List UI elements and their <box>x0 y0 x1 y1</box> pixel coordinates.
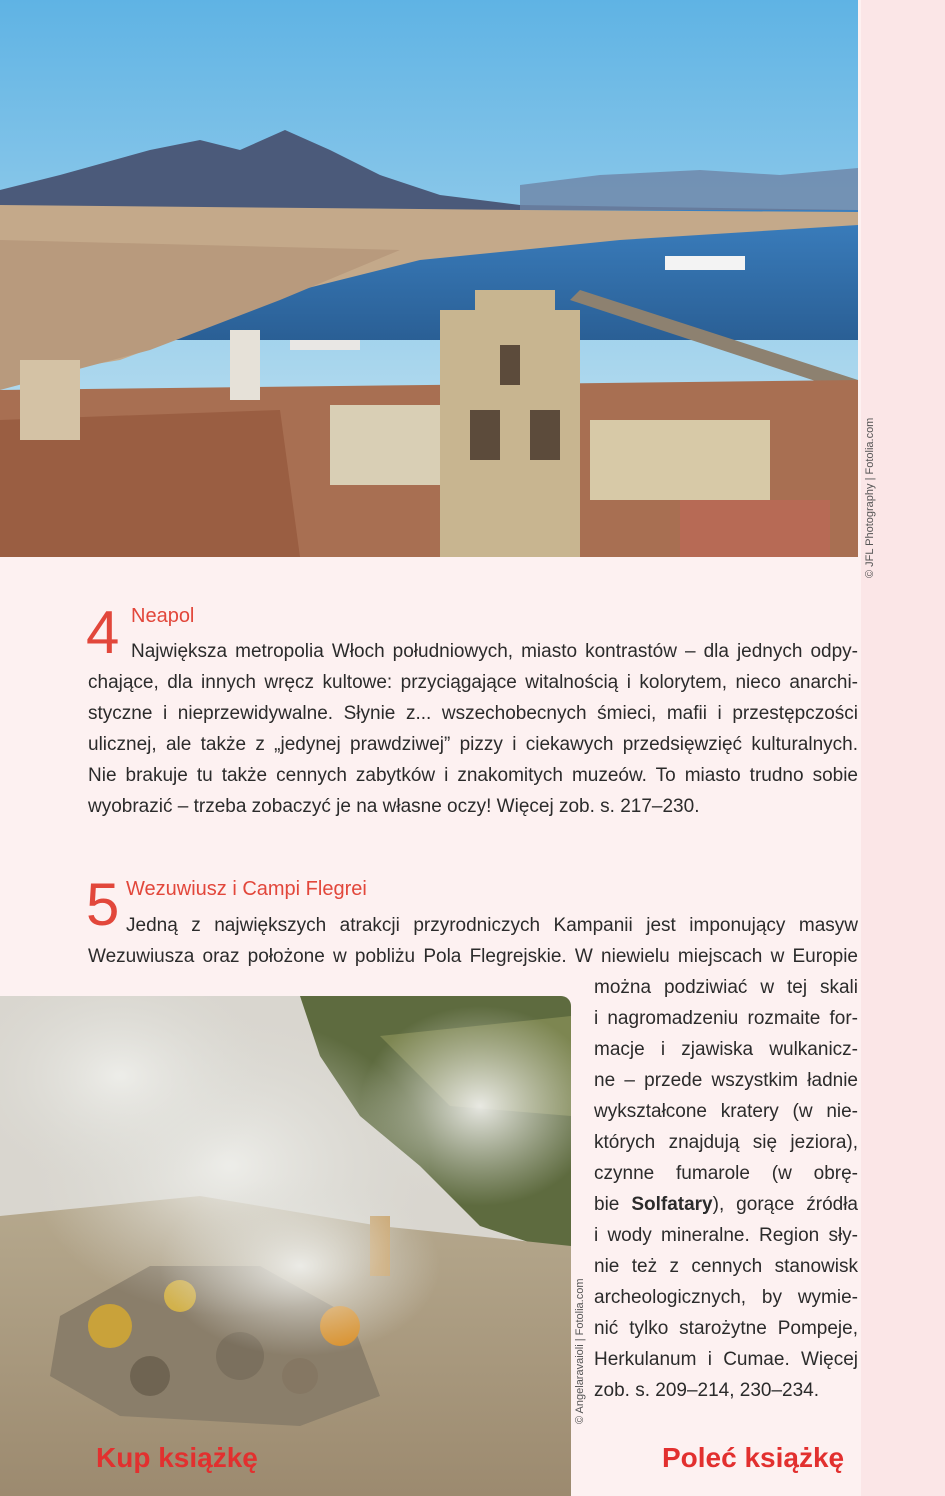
solfatara-term: Solfatary <box>631 1194 713 1215</box>
section5-narrow-line-13: Herkulanum i Cumae. Więcej <box>594 1349 858 1370</box>
section4-line-3: styczne i nieprzewidywalne. Słynie z... wszechobecnych śmieci, mafii i przestępczości <box>88 703 858 724</box>
section5-narrow-line-5: wykształcone kratery (w nie- <box>594 1101 858 1122</box>
solfatara-fumarole-photo <box>0 996 571 1496</box>
section-number-5: 5 <box>86 871 120 938</box>
section5-narrow-line-8: bie Solfatary), gorące źródła <box>594 1194 858 1215</box>
section5-narrow-line-7: czynne fumarole (w obrę- <box>594 1163 858 1184</box>
section4-line-6: wyobrazić – trzeba zobaczyć je na własne oczy! Więcej zob. s. 217–230. <box>88 796 700 817</box>
section4-line-4: ulicznej, ale także z „jedynej prawdziwej” pizzy i ciekawych przedsięwzięć kulturalnych. <box>88 734 858 755</box>
section5-narrow-line-4: ne – przede wszystkim ładnie <box>594 1070 858 1091</box>
section5-narrow-line-9: i wody mineralne. Region sły- <box>594 1225 858 1246</box>
section5-narrow-line-3: macje i zjawiska wulkanicz- <box>594 1039 858 1060</box>
section5-narrow-line-10: nie też z cennych stanowisk <box>594 1256 858 1277</box>
section5-narrow-line-14: zob. s. 209–214, 230–234. <box>594 1380 820 1401</box>
photo-credit-bottom: © Angelaravaioli | Fotolia.com <box>574 1278 586 1424</box>
section4-line-2: chające, dla innych wręcz kultowe: przyciągające witalnością i kolorytem, nieco anarchi- <box>88 672 858 693</box>
recommend-book-link[interactable]: Poleć książkę <box>662 1442 845 1473</box>
section5-narrow-line-12: nić tylko starożytne Pompeje, <box>594 1318 858 1339</box>
section4-line-5: Nie brakuje tu także cennych zabytków i znakomitych muzeów. To miasto trudno sobie <box>88 765 858 786</box>
section5-narrow-line-2: i nagromadzeniu rozmaite for- <box>594 1008 858 1029</box>
buy-book-link[interactable]: Kup książkę <box>96 1442 258 1473</box>
photo-credit-top: © JFL Photography | Fotolia.com <box>864 417 876 578</box>
naples-panorama-photo <box>0 0 858 557</box>
section5-narrow-line-11: archeologicznych, by wymie- <box>594 1287 858 1308</box>
section4-line-1: Największa metropolia Włoch południowych, miasto kontrastów – dla jednych odpy- <box>131 641 858 662</box>
section5-narrow-line-6: których znajdują się jeziora), <box>594 1132 858 1153</box>
section-number-4: 4 <box>86 599 120 666</box>
section5-line-2: Wezuwiusza oraz położone w pobliżu Pola Flegrejskie. W niewielu miejscach w Europie <box>88 946 858 967</box>
section-title-wezuwiusz: Wezuwiusz i Campi Flegrei <box>126 878 367 900</box>
section-title-neapol: Neapol <box>131 605 195 627</box>
page-edge-strip <box>861 0 945 1496</box>
section5-line-1: Jedną z największych atrakcji przyrodniczych Kampanii jest imponujący masyw <box>126 915 858 936</box>
section5-narrow-line-1: można podziwiać w tej skali <box>594 977 858 998</box>
